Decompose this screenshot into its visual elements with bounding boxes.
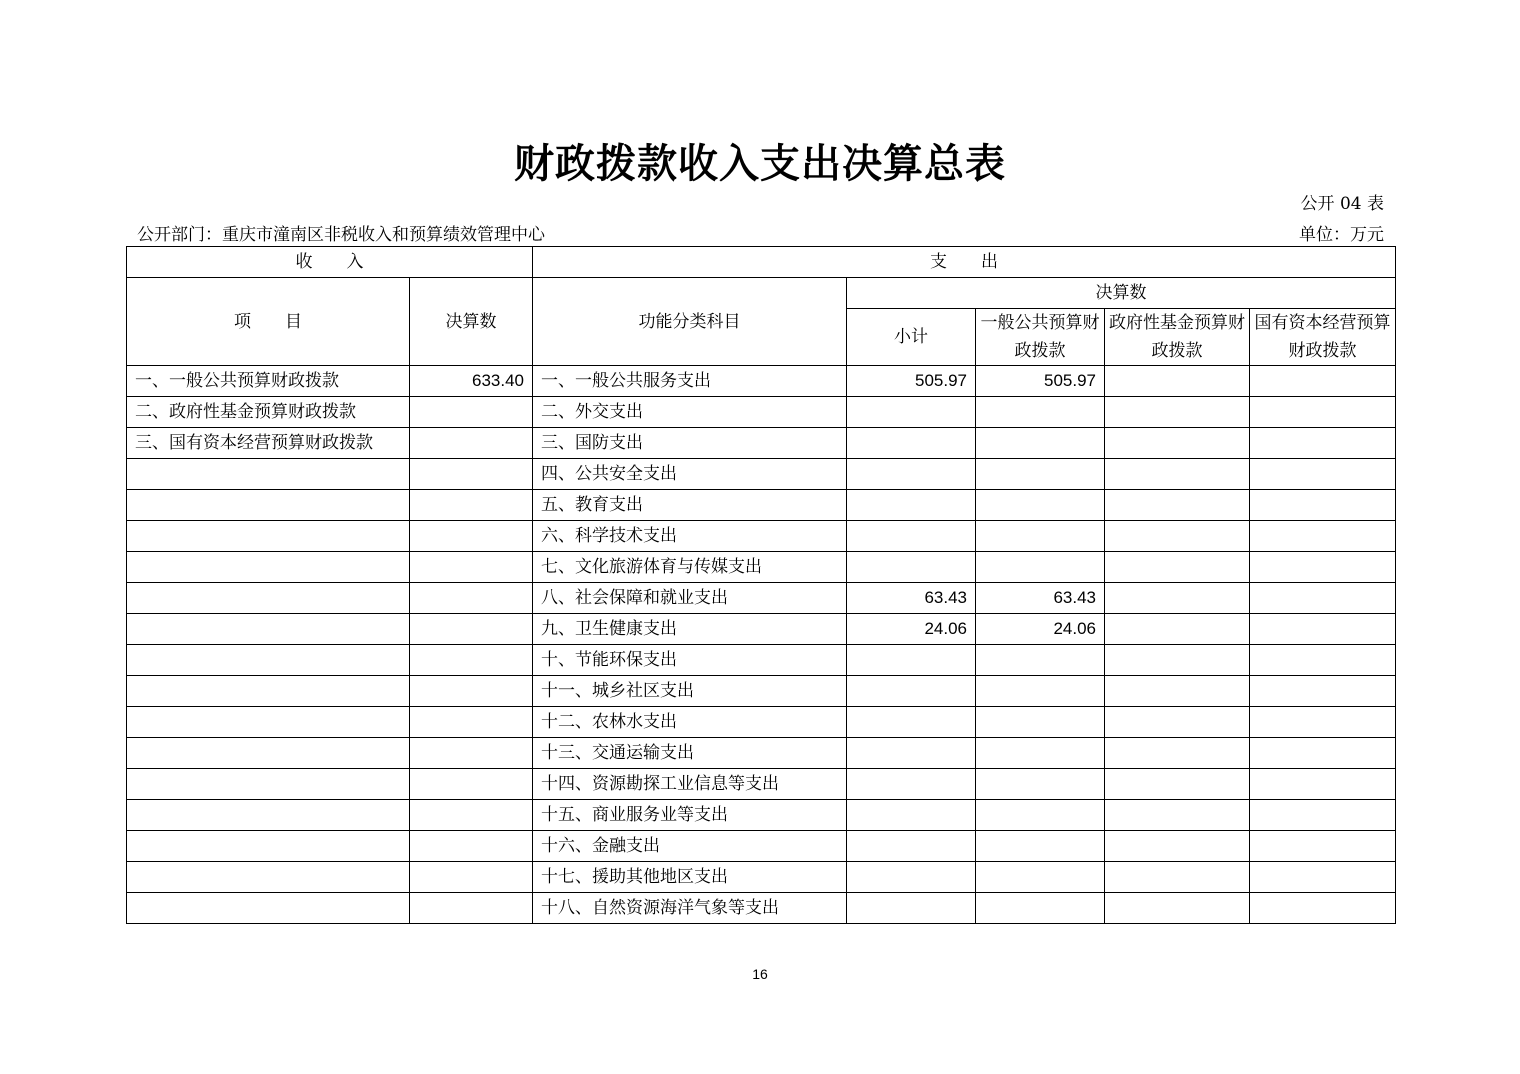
income-item-cell	[127, 738, 410, 769]
subject-cell: 四、公共安全支出	[533, 459, 847, 490]
state-capital-cell	[1250, 831, 1396, 862]
subtotal-cell	[847, 397, 976, 428]
income-item-cell	[127, 614, 410, 645]
table-row	[127, 397, 1396, 428]
state-capital-cell	[1250, 459, 1396, 490]
table-row	[127, 893, 1396, 924]
subtotal-header: 小计	[847, 309, 976, 366]
general-public-cell: 63.43	[976, 583, 1105, 614]
subject-cell: 十三、交通运输支出	[533, 738, 847, 769]
state-capital-cell	[1250, 645, 1396, 676]
general-public-cell: 24.06	[976, 614, 1105, 645]
department-label: 公开部门：重庆市潼南区非税收入和预算绩效管理中心	[137, 225, 545, 245]
income-amount-cell	[410, 862, 533, 893]
general-public-cell	[976, 769, 1105, 800]
subtotal-cell	[847, 707, 976, 738]
general-public-cell	[976, 800, 1105, 831]
subject-cell: 十、节能环保支出	[533, 645, 847, 676]
subtotal-cell	[847, 831, 976, 862]
table-row	[127, 707, 1396, 738]
gov-fund-cell	[1105, 366, 1250, 397]
income-header: 收 入	[127, 247, 533, 278]
subject-cell: 十四、资源勘探工业信息等支出	[533, 769, 847, 800]
subtotal-cell	[847, 800, 976, 831]
gov-fund-header: 政府性基金预算财政拨款	[1105, 309, 1250, 366]
state-capital-cell	[1250, 521, 1396, 552]
income-item-cell	[127, 490, 410, 521]
subject-cell: 九、卫生健康支出	[533, 614, 847, 645]
income-item-cell	[127, 676, 410, 707]
subtotal-cell	[847, 459, 976, 490]
table-row	[127, 459, 1396, 490]
income-item-cell	[127, 862, 410, 893]
income-amount-cell	[410, 490, 533, 521]
general-public-cell	[976, 521, 1105, 552]
gov-fund-cell	[1105, 769, 1250, 800]
subtotal-cell	[847, 552, 976, 583]
income-amount-cell	[410, 831, 533, 862]
final-amount-header: 决算数	[410, 278, 533, 366]
subtotal-cell	[847, 738, 976, 769]
state-capital-cell	[1250, 614, 1396, 645]
gov-fund-cell	[1105, 428, 1250, 459]
subtotal-cell	[847, 490, 976, 521]
general-public-cell	[976, 862, 1105, 893]
subject-cell: 七、文化旅游体育与传媒支出	[533, 552, 847, 583]
general-public-cell	[976, 707, 1105, 738]
table-row	[127, 831, 1396, 862]
table-row	[127, 366, 1396, 397]
gov-fund-cell	[1105, 862, 1250, 893]
income-amount-cell	[410, 428, 533, 459]
income-amount-cell	[410, 583, 533, 614]
table-row	[127, 676, 1396, 707]
income-item-cell: 二、政府性基金预算财政拨款	[127, 397, 410, 428]
final-amount-group-header: 决算数	[847, 278, 1396, 309]
header-row-group	[127, 247, 1396, 278]
gov-fund-cell	[1105, 397, 1250, 428]
general-public-cell	[976, 831, 1105, 862]
table-row	[127, 738, 1396, 769]
income-item-cell: 三、国有资本经营预算财政拨款	[127, 428, 410, 459]
subtotal-cell: 24.06	[847, 614, 976, 645]
income-amount-cell	[410, 707, 533, 738]
general-public-cell	[976, 645, 1105, 676]
subject-cell: 十八、自然资源海洋气象等支出	[533, 893, 847, 924]
expenditure-header: 支 出	[533, 247, 1396, 278]
table-row	[127, 428, 1396, 459]
subtotal-cell	[847, 862, 976, 893]
income-amount-cell	[410, 521, 533, 552]
income-amount-cell	[410, 645, 533, 676]
state-capital-cell	[1250, 583, 1396, 614]
income-item-cell	[127, 893, 410, 924]
subtotal-cell	[847, 769, 976, 800]
table-row	[127, 521, 1396, 552]
general-public-cell	[976, 490, 1105, 521]
income-item-cell: 一、一般公共预算财政拨款	[127, 366, 410, 397]
income-amount-cell	[410, 738, 533, 769]
subtotal-cell	[847, 893, 976, 924]
general-public-cell	[976, 676, 1105, 707]
income-amount-cell	[410, 459, 533, 490]
income-item-cell	[127, 552, 410, 583]
subtotal-cell	[847, 645, 976, 676]
general-public-cell	[976, 459, 1105, 490]
income-amount-cell	[410, 893, 533, 924]
gov-fund-cell	[1105, 583, 1250, 614]
state-capital-cell	[1250, 397, 1396, 428]
subject-cell: 十六、金融支出	[533, 831, 847, 862]
table-row	[127, 645, 1396, 676]
general-public-cell	[976, 893, 1105, 924]
gov-fund-cell	[1105, 831, 1250, 862]
state-capital-cell	[1250, 490, 1396, 521]
table-row	[127, 769, 1396, 800]
subject-cell: 十五、商业服务业等支出	[533, 800, 847, 831]
state-capital-cell	[1250, 552, 1396, 583]
state-capital-cell	[1250, 738, 1396, 769]
income-amount-cell: 633.40	[410, 366, 533, 397]
header-row-columns	[127, 278, 1396, 309]
table-row	[127, 583, 1396, 614]
subject-cell: 五、教育支出	[533, 490, 847, 521]
general-public-cell	[976, 738, 1105, 769]
income-item-cell	[127, 800, 410, 831]
subject-cell: 八、社会保障和就业支出	[533, 583, 847, 614]
gov-fund-cell	[1105, 490, 1250, 521]
income-item-cell	[127, 459, 410, 490]
subject-cell: 三、国防支出	[533, 428, 847, 459]
income-amount-cell	[410, 676, 533, 707]
table-row	[127, 552, 1396, 583]
income-amount-cell	[410, 800, 533, 831]
table-row	[127, 800, 1396, 831]
unit-label: 单位：万元	[1299, 225, 1384, 245]
state-capital-cell	[1250, 800, 1396, 831]
subject-cell: 二、外交支出	[533, 397, 847, 428]
gov-fund-cell	[1105, 645, 1250, 676]
state-capital-cell	[1250, 707, 1396, 738]
income-amount-cell	[410, 769, 533, 800]
subject-cell: 十二、农林水支出	[533, 707, 847, 738]
state-capital-cell	[1250, 676, 1396, 707]
general-public-cell	[976, 397, 1105, 428]
subject-cell: 六、科学技术支出	[533, 521, 847, 552]
subject-cell: 十七、援助其他地区支出	[533, 862, 847, 893]
general-public-cell	[976, 428, 1105, 459]
table-row	[127, 614, 1396, 645]
state-capital-cell	[1250, 366, 1396, 397]
page-title: 财政拨款收入支出决算总表	[514, 140, 1006, 187]
gov-fund-cell	[1105, 614, 1250, 645]
gov-fund-cell	[1105, 893, 1250, 924]
income-item-cell	[127, 645, 410, 676]
general-public-cell	[976, 552, 1105, 583]
state-capital-cell	[1250, 769, 1396, 800]
gov-fund-cell	[1105, 676, 1250, 707]
subtotal-cell: 505.97	[847, 366, 976, 397]
gov-fund-cell	[1105, 707, 1250, 738]
income-amount-cell	[410, 552, 533, 583]
income-item-cell	[127, 769, 410, 800]
budget-table	[126, 246, 1396, 924]
general-public-cell: 505.97	[976, 366, 1105, 397]
subtotal-cell	[847, 428, 976, 459]
state-capital-cell	[1250, 428, 1396, 459]
gov-fund-cell	[1105, 552, 1250, 583]
gov-fund-cell	[1105, 800, 1250, 831]
table-row	[127, 862, 1396, 893]
income-item-cell	[127, 521, 410, 552]
subtotal-cell	[847, 676, 976, 707]
state-capital-cell	[1250, 893, 1396, 924]
table-row	[127, 490, 1396, 521]
page-number: 16	[752, 966, 768, 982]
function-subject-header: 功能分类科目	[533, 278, 847, 366]
subject-cell: 十一、城乡社区支出	[533, 676, 847, 707]
gov-fund-cell	[1105, 738, 1250, 769]
subtotal-cell: 63.43	[847, 583, 976, 614]
subtotal-cell	[847, 521, 976, 552]
income-amount-cell	[410, 614, 533, 645]
income-item-cell	[127, 583, 410, 614]
income-item-cell	[127, 831, 410, 862]
state-capital-header: 国有资本经营预算财政拨款	[1250, 309, 1396, 366]
gov-fund-cell	[1105, 459, 1250, 490]
state-capital-cell	[1250, 862, 1396, 893]
income-amount-cell	[410, 397, 533, 428]
form-number: 公开 04 表	[1300, 194, 1384, 214]
general-public-header: 一般公共预算财政拨款	[976, 309, 1105, 366]
income-item-cell	[127, 707, 410, 738]
subject-cell: 一、一般公共服务支出	[533, 366, 847, 397]
item-header: 项 目	[127, 278, 410, 366]
gov-fund-cell	[1105, 521, 1250, 552]
